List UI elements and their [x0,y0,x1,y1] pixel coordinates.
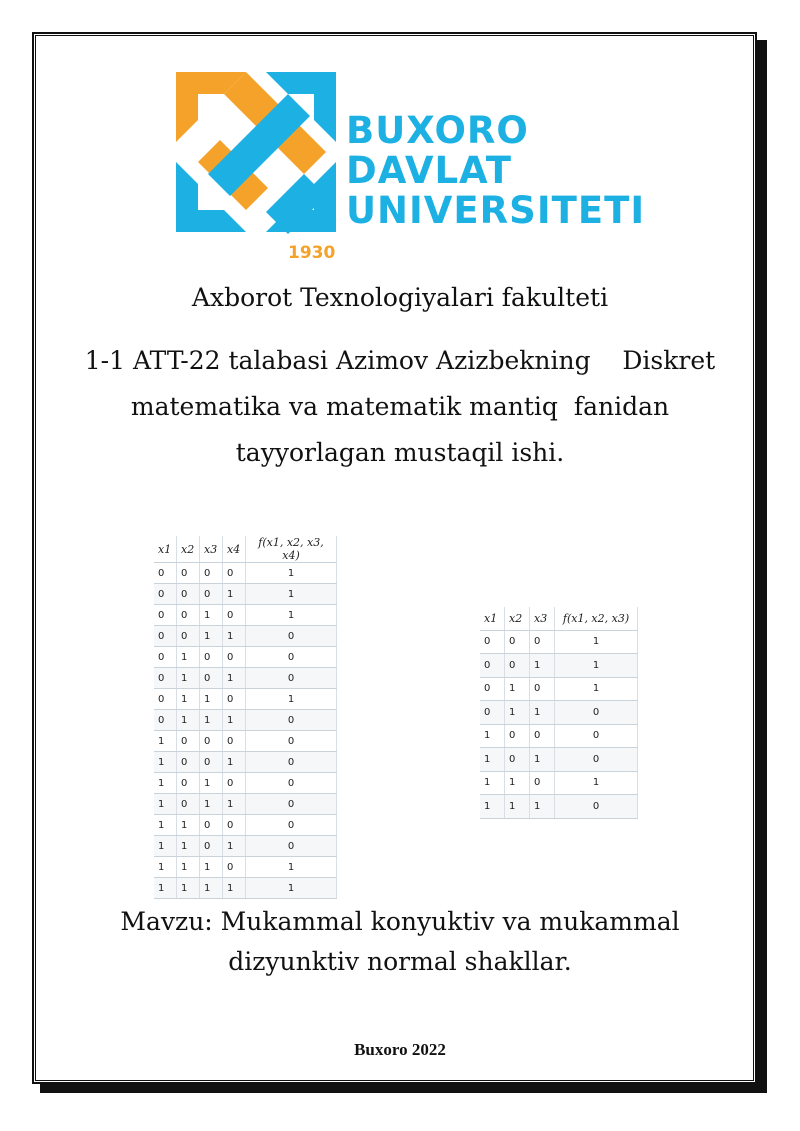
table-cell: 1 [154,773,177,794]
table-row [154,815,337,836]
table-row [154,752,337,773]
table-cell: 1 [555,771,638,795]
table-cell: 1 [154,752,177,773]
table-cell: 0 [177,773,200,794]
table-row [154,857,337,878]
table-cell: 1 [177,689,200,710]
table-cell: 0 [223,773,246,794]
column-header: f(x1, x2, x3, x4) [246,536,337,563]
table-cell: 1 [200,857,223,878]
table-cell: 1 [154,815,177,836]
column-header: x1 [480,607,505,630]
table-cell: 0 [154,584,177,605]
table-row [480,654,638,678]
table-cell: 0 [154,626,177,647]
table-cell: 0 [223,647,246,668]
table-row [154,647,337,668]
table-row [154,605,337,626]
table-cell: 1 [555,630,638,654]
table-cell: 0 [555,795,638,819]
column-header: x2 [177,536,200,563]
table-cell: 1 [200,626,223,647]
table-cell: 1 [200,605,223,626]
table-row [480,701,638,725]
table-cell: 0 [200,647,223,668]
city-year: Buxoro 2022 [354,1040,446,1059]
truth-table-4-variables [154,536,337,899]
table-cell: 1 [200,773,223,794]
table-cell: 1 [505,771,530,795]
table-cell: 0 [177,626,200,647]
table-cell: 1 [530,795,555,819]
table-cell: 0 [154,647,177,668]
university-emblem-icon [176,72,336,242]
table-cell: 0 [480,630,505,654]
table-row [480,677,638,701]
description-line-1: 1-1 ATT-22 talabasi Azimov Azizbekning Diskret [84,346,716,375]
table-cell: 0 [555,701,638,725]
table-cell: 0 [246,668,337,689]
table-cell: 0 [246,710,337,731]
table-cell: 0 [480,701,505,725]
column-header: x2 [505,607,530,630]
table-cell: 0 [200,584,223,605]
table-cell: 1 [154,878,177,899]
topic [60,902,740,982]
table-row [154,731,337,752]
table-cell: 1 [177,857,200,878]
table-cell: 1 [555,654,638,678]
table-cell: 1 [223,710,246,731]
topic-line-2: dizyunktiv normal shakllar. [228,947,572,976]
column-header: f(x1, x2, x3) [555,607,638,630]
table-cell: 1 [200,794,223,815]
table-cell: 1 [223,626,246,647]
table-cell: 0 [505,630,530,654]
table-cell: 1 [246,605,337,626]
table-cell: 0 [154,668,177,689]
table-cell: 1 [480,724,505,748]
table-cell: 0 [200,815,223,836]
table-cell: 0 [200,668,223,689]
table-cell: 0 [177,794,200,815]
column-header: x3 [200,536,223,563]
table-cell: 1 [530,654,555,678]
table-cell: 0 [505,748,530,772]
table-cell: 1 [246,857,337,878]
table-cell: 0 [200,563,223,584]
faculty-name: Axborot Texnologiyalari fakulteti [191,283,609,312]
table-cell: 1 [480,748,505,772]
table-cell: 1 [223,836,246,857]
table-cell: 0 [480,677,505,701]
work-description [60,338,740,476]
table-row [154,836,337,857]
table-cell: 0 [555,748,638,772]
table-cell: 0 [200,752,223,773]
truth-table-3-variables [480,607,638,819]
table-header-row [480,607,638,630]
table-row [154,563,337,584]
table-cell: 0 [223,731,246,752]
table-cell: 1 [177,836,200,857]
table-cell: 0 [177,752,200,773]
table-cell: 0 [530,677,555,701]
table-cell: 0 [154,710,177,731]
table-row [154,668,337,689]
table-cell: 1 [223,752,246,773]
table-cell: 1 [505,701,530,725]
table-cell: 1 [177,815,200,836]
table-cell: 1 [177,710,200,731]
table-cell: 0 [246,731,337,752]
table-cell: 0 [246,836,337,857]
table-cell: 0 [530,724,555,748]
table-cell: 1 [177,878,200,899]
logo-line-buxoro: BUXORO [346,109,529,152]
table-row [154,878,337,899]
table-cell: 0 [154,605,177,626]
table-row [154,584,337,605]
table-cell: 1 [154,794,177,815]
table-cell: 0 [177,584,200,605]
table-cell: 0 [223,857,246,878]
table-cell: 1 [200,878,223,899]
table-row [154,626,337,647]
table-cell: 0 [177,563,200,584]
table-cell: 1 [223,668,246,689]
table-row [154,689,337,710]
table-cell: 0 [246,773,337,794]
column-header: x1 [154,536,177,563]
table-cell: 1 [223,794,246,815]
description-line-3: tayyorlagan mustaqil ishi. [235,438,565,467]
logo-line-universiteti: UNIVERSITETI [346,189,646,232]
table-cell: 0 [555,724,638,748]
table-cell: 1 [480,795,505,819]
column-header: x3 [530,607,555,630]
table-cell: 0 [223,689,246,710]
table-row [480,748,638,772]
table-cell: 0 [154,563,177,584]
table-cell: 1 [223,584,246,605]
description-line-2: matematika va matematik mantiq fanidan [130,392,670,421]
table-cell: 1 [154,857,177,878]
table-row [480,630,638,654]
logo-line-davlat: DAVLAT [346,149,513,192]
table-cell: 1 [154,836,177,857]
table-cell: 1 [480,771,505,795]
table-cell: 0 [246,815,337,836]
table-cell: 1 [246,689,337,710]
table-cell: 0 [200,731,223,752]
table-row [154,710,337,731]
table-cell: 0 [200,836,223,857]
table-cell: 1 [246,563,337,584]
table-cell: 1 [154,731,177,752]
table-row [480,795,638,819]
table-cell: 1 [246,584,337,605]
table-cell: 0 [246,794,337,815]
table-cell: 0 [505,724,530,748]
table-cell: 0 [223,605,246,626]
table-cell: 1 [177,668,200,689]
table-cell: 1 [200,689,223,710]
logo-year: 1930 [288,243,336,263]
table-row [480,771,638,795]
table-row [480,724,638,748]
table-cell: 1 [505,795,530,819]
table-cell: 0 [530,771,555,795]
table-cell: 1 [223,878,246,899]
table-row [154,794,337,815]
column-header: x4 [223,536,246,563]
table-cell: 1 [246,878,337,899]
topic-line-1: Mavzu: Mukammal konyuktiv va mukammal [120,907,680,936]
table-cell: 0 [154,689,177,710]
table-cell: 0 [177,731,200,752]
university-logo [176,72,646,267]
table-cell: 0 [246,647,337,668]
table-cell: 0 [223,563,246,584]
table-cell: 1 [505,677,530,701]
table-cell: 0 [246,752,337,773]
table-cell: 0 [177,605,200,626]
table-cell: 0 [223,815,246,836]
table-cell: 0 [505,654,530,678]
table-cell: 1 [530,748,555,772]
table-header-row [154,536,337,563]
table-cell: 1 [200,710,223,731]
table-cell: 0 [530,630,555,654]
table-cell: 0 [480,654,505,678]
table-cell: 1 [555,677,638,701]
table-cell: 0 [246,626,337,647]
table-row [154,773,337,794]
table-cell: 1 [530,701,555,725]
table-cell: 1 [177,647,200,668]
